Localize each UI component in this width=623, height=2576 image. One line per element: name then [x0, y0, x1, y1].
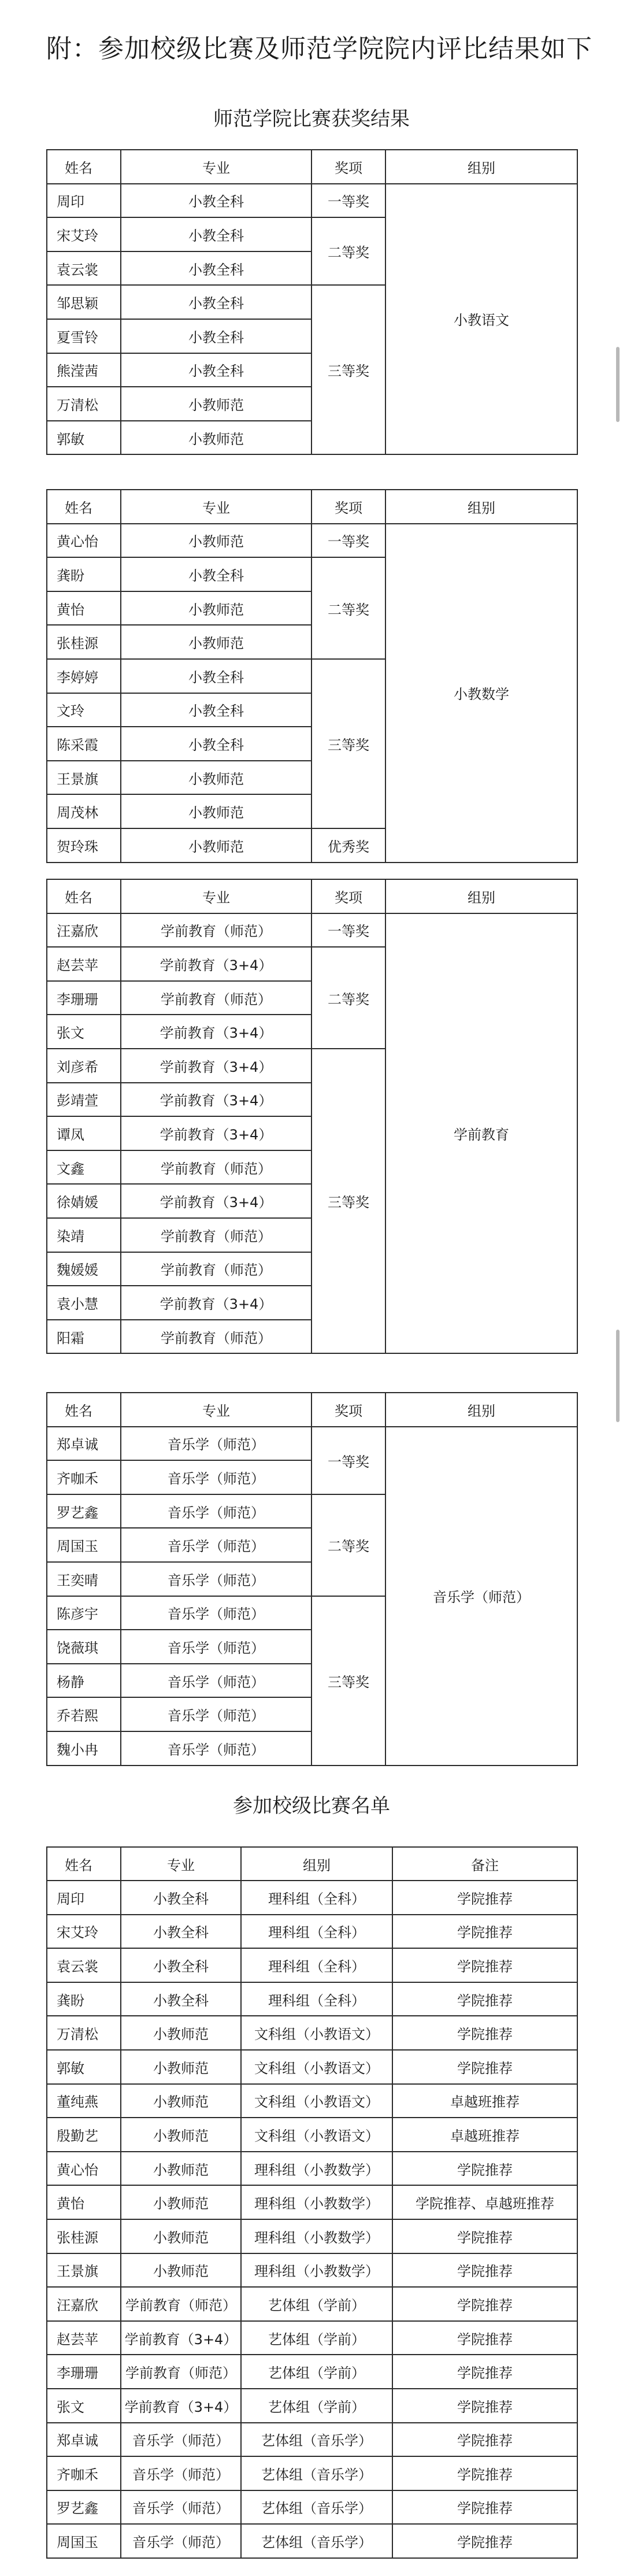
award-group: 小教语文: [385, 184, 577, 455]
student-name: 王景旗: [47, 2253, 121, 2288]
student-name: 罗艺鑫: [47, 2490, 121, 2525]
student-major: 音乐学（师范）: [121, 1697, 312, 1731]
student-major: 学前教育（3+4）: [121, 1116, 312, 1150]
roster-section-title: 参加校级比赛名单: [233, 1794, 390, 1818]
table-row: [47, 2084, 577, 2118]
student-major: 小教师范: [121, 828, 312, 863]
competition-group: 艺体组（学前）: [241, 2321, 392, 2355]
header-name: 姓名: [47, 490, 121, 524]
student-major: 小教师范: [121, 2253, 241, 2288]
student-name: 徐婧媛: [47, 1184, 121, 1218]
student-major: 小教师范: [121, 524, 312, 558]
competition-group: 艺体组（音乐学）: [241, 2490, 392, 2525]
awards-section-title: 师范学院比赛获奖结果: [213, 108, 410, 131]
remark: 学院推荐: [392, 2219, 577, 2253]
remark: 学院推荐: [392, 1881, 577, 1915]
student-name: 万清松: [47, 2016, 121, 2050]
header-group: 组别: [385, 150, 577, 184]
header-group: 组别: [385, 490, 577, 524]
header-name: 姓名: [47, 1847, 121, 1881]
student-major: 小教全科: [121, 184, 312, 218]
remark: 学院推荐: [392, 2389, 577, 2423]
competition-group: 文科组（小教语文）: [241, 2016, 392, 2050]
student-major: 小教师范: [121, 625, 312, 659]
student-major: 音乐学（师范）: [121, 2524, 241, 2558]
student-major: 音乐学（师范）: [121, 2423, 241, 2457]
student-name: 郑卓诚: [47, 2423, 121, 2457]
competition-group: 理科组（小教数学）: [241, 2219, 392, 2253]
student-name: 袁小慧: [47, 1286, 121, 1320]
competition-group: 理科组（小教数学）: [241, 2253, 392, 2288]
header-major: 专业: [121, 879, 312, 913]
student-major: 小教全科: [121, 353, 312, 387]
award-level: 三等奖: [312, 1049, 385, 1353]
table-header-row: [47, 1393, 577, 1427]
remark: 学院推荐: [392, 2456, 577, 2490]
remark: 卓越班推荐: [392, 2118, 577, 2152]
student-name: 殷勤艺: [47, 2118, 121, 2152]
award-table: [46, 149, 578, 455]
student-major: 小教全科: [121, 319, 312, 353]
student-name: 赵芸苹: [47, 947, 121, 981]
award-level: 二等奖: [312, 557, 385, 659]
award-group: 小教数学: [385, 524, 577, 863]
student-name: 周印: [47, 184, 121, 218]
student-major: 学前教育（3+4）: [121, 2389, 241, 2423]
student-major: 音乐学（师范）: [121, 1562, 312, 1596]
student-major: 学前教育（3+4）: [121, 1286, 312, 1320]
student-major: 小教全科: [121, 1915, 241, 1949]
header-group: 组别: [241, 1847, 392, 1881]
student-major: 小教师范: [121, 2084, 241, 2118]
student-major: 学前教育（师范）: [121, 1218, 312, 1252]
competition-group: 理科组（全科）: [241, 1915, 392, 1949]
competition-group: 艺体组（音乐学）: [241, 2524, 392, 2558]
header-major: 专业: [121, 1393, 312, 1427]
student-name: 乔若熙: [47, 1697, 121, 1731]
table-header-row: [47, 879, 577, 913]
award-group: 学前教育: [385, 913, 577, 1354]
award-level: 一等奖: [312, 1427, 385, 1494]
student-major: 学前教育（师范）: [121, 1252, 312, 1286]
remark: 学院推荐: [392, 2490, 577, 2525]
student-major: 小教全科: [121, 217, 312, 251]
student-major: 音乐学（师范）: [121, 2456, 241, 2490]
student-major: 音乐学（师范）: [121, 2490, 241, 2525]
student-name: 龚盼: [47, 1982, 121, 2016]
student-major: 小教全科: [121, 557, 312, 591]
table-row: [47, 524, 577, 558]
header-group: 组别: [385, 879, 577, 913]
table-row: [47, 2185, 577, 2219]
student-major: 小教师范: [121, 591, 312, 626]
student-name: 董纯燕: [47, 2084, 121, 2118]
student-name: 周茂林: [47, 794, 121, 828]
award-level: 三等奖: [312, 1596, 385, 1766]
header-award: 奖项: [312, 1393, 385, 1427]
student-major: 音乐学（师范）: [121, 1528, 312, 1562]
student-major: 小教师范: [121, 2016, 241, 2050]
table-header-row: [47, 490, 577, 524]
competition-group: 理科组（全科）: [241, 1948, 392, 1982]
student-name: 袁云裳: [47, 251, 121, 286]
student-major: 音乐学（师范）: [121, 1460, 312, 1494]
student-name: 王奕晴: [47, 1562, 121, 1596]
header-major: 专业: [121, 490, 312, 524]
student-name: 张文: [47, 1015, 121, 1049]
student-name: 郑卓诚: [47, 1427, 121, 1461]
award-level: 一等奖: [312, 184, 385, 218]
student-name: 龚盼: [47, 557, 121, 591]
student-name: 周印: [47, 1881, 121, 1915]
table-row: [47, 1915, 577, 1949]
competition-group: 艺体组（音乐学）: [241, 2423, 392, 2457]
student-major: 小教师范: [121, 761, 312, 795]
remark: 学院推荐、卓越班推荐: [392, 2185, 577, 2219]
student-name: 杨静: [47, 1664, 121, 1698]
table-row: [47, 1427, 577, 1461]
award-table: [46, 489, 578, 863]
remark: 学院推荐: [392, 2253, 577, 2288]
student-name: 文鑫: [47, 1150, 121, 1185]
remark: 学院推荐: [392, 2016, 577, 2050]
student-major: 学前教育（3+4）: [121, 1184, 312, 1218]
table-row: [47, 2490, 577, 2525]
award-level: 一等奖: [312, 913, 385, 948]
student-major: 小教师范: [121, 2219, 241, 2253]
table-row: [47, 184, 577, 218]
award-table: [46, 1392, 578, 1766]
award-level: 三等奖: [312, 285, 385, 454]
student-name: 黄怡: [47, 2185, 121, 2219]
student-name: 黄心怡: [47, 2152, 121, 2186]
table-row: [47, 913, 577, 948]
student-major: 小教师范: [121, 2050, 241, 2084]
student-name: 齐咖禾: [47, 1460, 121, 1494]
student-name: 黄怡: [47, 591, 121, 626]
student-name: 李珊珊: [47, 2355, 121, 2389]
award-level: 二等奖: [312, 947, 385, 1049]
student-name: 张文: [47, 2389, 121, 2423]
remark: 学院推荐: [392, 1948, 577, 1982]
student-name: 汪嘉欣: [47, 913, 121, 948]
student-major: 音乐学（师范）: [121, 1596, 312, 1630]
student-name: 郭敏: [47, 421, 121, 455]
remark: 学院推荐: [392, 2355, 577, 2389]
table-row: [47, 2219, 577, 2253]
remark: 学院推荐: [392, 2423, 577, 2457]
header-award: 奖项: [312, 150, 385, 184]
scrollbar-thumb-lower[interactable]: [616, 1330, 620, 1422]
header-award: 奖项: [312, 490, 385, 524]
student-name: 刘彦希: [47, 1049, 121, 1083]
student-name: 魏小冉: [47, 1731, 121, 1766]
student-name: 万清松: [47, 387, 121, 421]
student-major: 学前教育（3+4）: [121, 2321, 241, 2355]
student-major: 学前教育（3+4）: [121, 1015, 312, 1049]
remark: 学院推荐: [392, 1982, 577, 2016]
remark: 卓越班推荐: [392, 2084, 577, 2118]
student-major: 学前教育（师范）: [121, 1320, 312, 1354]
table-row: [47, 1982, 577, 2016]
award-group: 音乐学（师范）: [385, 1427, 577, 1766]
student-major: 音乐学（师范）: [121, 1731, 312, 1766]
student-major: 小教全科: [121, 1948, 241, 1982]
competition-group: 艺体组（学前）: [241, 2355, 392, 2389]
student-name: 王景旗: [47, 761, 121, 795]
student-name: 李婷婷: [47, 659, 121, 693]
table-header-row: [47, 1847, 577, 1881]
header-award: 奖项: [312, 879, 385, 913]
student-name: 宋艾玲: [47, 1915, 121, 1949]
roster-table: [46, 1846, 578, 2559]
competition-group: 艺体组（音乐学）: [241, 2456, 392, 2490]
student-name: 周国玉: [47, 2524, 121, 2558]
student-major: 学前教育（师范）: [121, 2287, 241, 2321]
student-name: 熊滢茜: [47, 353, 121, 387]
award-level: 一等奖: [312, 524, 385, 558]
student-major: 小教师范: [121, 421, 312, 455]
student-name: 饶薇琪: [47, 1630, 121, 1664]
student-major: 小教师范: [121, 2185, 241, 2219]
student-major: 小教全科: [121, 1982, 241, 2016]
header-name: 姓名: [47, 1393, 121, 1427]
award-level: 二等奖: [312, 217, 385, 285]
student-major: 小教全科: [121, 693, 312, 727]
table-row: [47, 2355, 577, 2389]
competition-group: 理科组（全科）: [241, 1982, 392, 2016]
student-name: 谭凤: [47, 1116, 121, 1150]
student-name: 罗艺鑫: [47, 1494, 121, 1528]
page-title: 附：参加校级比赛及师范学院院内评比结果如下: [46, 34, 592, 64]
student-major: 小教全科: [121, 727, 312, 761]
header-note: 备注: [392, 1847, 577, 1881]
table-row: [47, 1948, 577, 1982]
award-level: 优秀奖: [312, 828, 385, 863]
student-major: 小教全科: [121, 285, 312, 319]
student-name: 贺玲珠: [47, 828, 121, 863]
scrollbar-thumb[interactable]: [616, 347, 620, 422]
student-major: 小教师范: [121, 794, 312, 828]
student-name: 阳霜: [47, 1320, 121, 1354]
student-name: 陈彦宇: [47, 1596, 121, 1630]
table-row: [47, 1881, 577, 1915]
student-major: 学前教育（师范）: [121, 981, 312, 1015]
student-name: 郭敏: [47, 2050, 121, 2084]
student-name: 汪嘉欣: [47, 2287, 121, 2321]
student-name: 宋艾玲: [47, 217, 121, 251]
competition-group: 艺体组（学前）: [241, 2287, 392, 2321]
table-row: [47, 2321, 577, 2355]
student-name: 魏媛媛: [47, 1252, 121, 1286]
student-major: 音乐学（师范）: [121, 1630, 312, 1664]
award-table: [46, 879, 578, 1354]
student-name: 彭靖萱: [47, 1083, 121, 1117]
student-name: 黄心怡: [47, 524, 121, 558]
student-major: 音乐学（师范）: [121, 1664, 312, 1698]
student-major: 小教师范: [121, 2118, 241, 2152]
table-row: [47, 2423, 577, 2457]
student-major: 音乐学（师范）: [121, 1494, 312, 1528]
student-name: 李珊珊: [47, 981, 121, 1015]
student-name: 齐咖禾: [47, 2456, 121, 2490]
competition-group: 文科组（小教语文）: [241, 2118, 392, 2152]
student-name: 张桂源: [47, 2219, 121, 2253]
student-major: 学前教育（师范）: [121, 2355, 241, 2389]
student-major: 小教师范: [121, 2152, 241, 2186]
student-major: 小教全科: [121, 659, 312, 693]
student-name: 陈采霞: [47, 727, 121, 761]
student-major: 学前教育（3+4）: [121, 1049, 312, 1083]
student-name: 张桂源: [47, 625, 121, 659]
competition-group: 理科组（小教数学）: [241, 2152, 392, 2186]
remark: 学院推荐: [392, 1915, 577, 1949]
header-name: 姓名: [47, 150, 121, 184]
student-major: 学前教育（师范）: [121, 913, 312, 948]
student-name: 染靖: [47, 1218, 121, 1252]
remark: 学院推荐: [392, 2287, 577, 2321]
header-major: 专业: [121, 1847, 241, 1881]
student-name: 文玲: [47, 693, 121, 727]
remark: 学院推荐: [392, 2524, 577, 2558]
student-name: 周国玉: [47, 1528, 121, 1562]
award-level: 三等奖: [312, 659, 385, 828]
competition-group: 理科组（全科）: [241, 1881, 392, 1915]
remark: 学院推荐: [392, 2050, 577, 2084]
student-major: 学前教育（3+4）: [121, 1083, 312, 1117]
student-name: 夏雪铃: [47, 319, 121, 353]
student-major: 音乐学（师范）: [121, 1427, 312, 1461]
student-major: 小教全科: [121, 251, 312, 286]
remark: 学院推荐: [392, 2152, 577, 2186]
table-row: [47, 2152, 577, 2186]
header-group: 组别: [385, 1393, 577, 1427]
header-name: 姓名: [47, 879, 121, 913]
competition-group: 艺体组（学前）: [241, 2389, 392, 2423]
table-row: [47, 2016, 577, 2050]
award-level: 二等奖: [312, 1494, 385, 1596]
table-row: [47, 2456, 577, 2490]
table-row: [47, 2524, 577, 2558]
student-major: 小教师范: [121, 387, 312, 421]
student-name: 袁云裳: [47, 1948, 121, 1982]
table-row: [47, 2050, 577, 2084]
student-name: 邹思颖: [47, 285, 121, 319]
table-row: [47, 2287, 577, 2321]
remark: 学院推荐: [392, 2321, 577, 2355]
student-major: 学前教育（师范）: [121, 1150, 312, 1185]
competition-group: 理科组（小教数学）: [241, 2185, 392, 2219]
table-row: [47, 2253, 577, 2288]
student-major: 小教全科: [121, 1881, 241, 1915]
student-name: 赵芸苹: [47, 2321, 121, 2355]
competition-group: 文科组（小教语文）: [241, 2050, 392, 2084]
table-header-row: [47, 150, 577, 184]
table-row: [47, 2389, 577, 2423]
student-major: 学前教育（3+4）: [121, 947, 312, 981]
competition-group: 文科组（小教语文）: [241, 2084, 392, 2118]
table-row: [47, 2118, 577, 2152]
header-major: 专业: [121, 150, 312, 184]
